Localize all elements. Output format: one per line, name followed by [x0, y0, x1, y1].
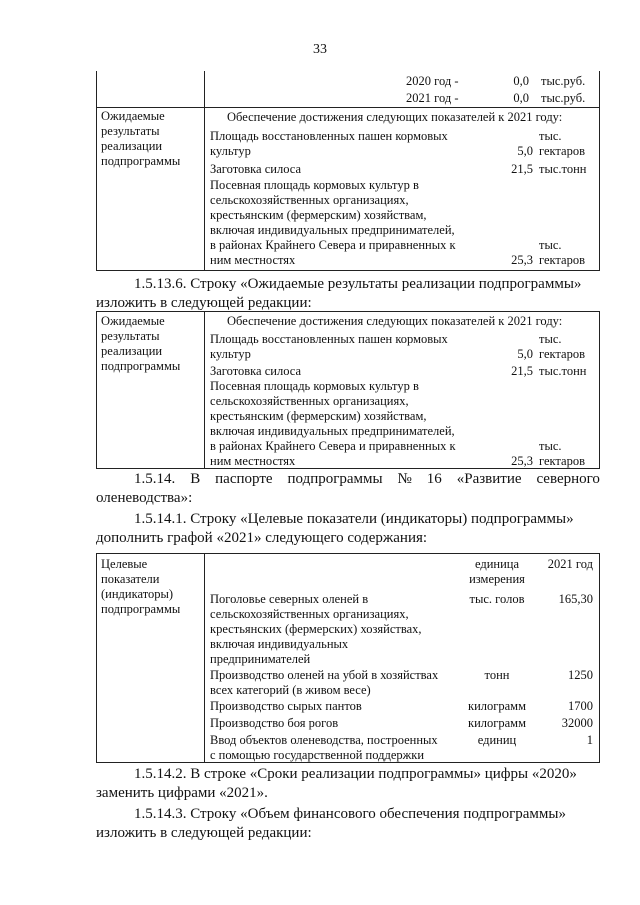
indicator-unit: килограмм: [468, 716, 526, 730]
row-label: Ожидаемые результаты реализации подпрограммы: [101, 109, 181, 168]
financing-value-2020: 0,0: [513, 74, 529, 88]
indicators-header: Обеспечение достижения следующих показателей к 2021 году:: [227, 314, 563, 328]
indicator-unit: тыс. гектаров: [539, 238, 585, 267]
financing-year-2020: 2020 год -: [406, 74, 459, 88]
column-divider: [204, 71, 205, 270]
row-label: Целевые показатели (индикаторы) подпрограммы: [101, 557, 181, 616]
indicator-value: 25,3: [511, 454, 533, 468]
indicator-text: Посевная площадь кормовых культур в сельскохозяйственных организациях, крестьянским (фермерским) хозяйствам, включая индивидуальных предпринимателей, в районах Крайнего Севера и приравненных к ним местностях: [210, 178, 456, 267]
indicator-text: Производство сырых пантов: [210, 699, 362, 713]
paragraph-1-5-14-1: 1.5.14.1. Строку «Целевые показатели (индикаторы) подпрограммы» дополнить графой «2021» следующего содержания:: [96, 511, 574, 546]
indicator-value: 165,30: [558, 592, 593, 606]
indicator-text: Поголовье северных оленей в сельскохозяйственных организациях, крестьянских (фермерских) хозяйствах, включая индивидуальных предпринимателей: [210, 592, 422, 666]
financing-year-2021: 2021 год -: [406, 91, 459, 105]
indicator-value: 1700: [568, 699, 593, 713]
indicator-text: Заготовка силоса: [210, 162, 302, 176]
paragraph-1-5-13-6: 1.5.13.6. Строку «Ожидаемые результаты реализации подпрограммы» изложить в следующей редакции:: [96, 276, 582, 311]
indicator-unit: тыс. голов: [469, 592, 525, 606]
indicator-text: Ввод объектов оленеводства, построенных с помощью государственной поддержки: [210, 733, 438, 762]
indicator-value: 5,0: [517, 347, 533, 361]
page-number: 33: [313, 42, 327, 57]
indicator-unit: тыс. гектаров: [539, 439, 585, 468]
paragraph-1-5-14-2: 1.5.14.2. В строке «Сроки реализации подпрограммы» цифры «2020» заменить цифрами «2021».: [96, 766, 577, 801]
paragraph-1-5-14: 1.5.14. В паспорте подпрограммы № 16 «Развитие северного оленеводства»:: [96, 471, 600, 506]
indicator-unit: килограмм: [468, 699, 526, 713]
row-divider: [97, 107, 599, 108]
indicator-unit: тыс. гектаров: [539, 129, 585, 158]
indicator-text: Производство оленей на убой в хозяйствах всех категорий (в живом весе): [210, 668, 439, 697]
indicator-text: Посевная площадь кормовых культур в сельскохозяйственных организациях, крестьянским (фермерским) хозяйствам, включая индивидуальных предпринимателей, в районах Крайнего Севера и приравненных к ним местностях: [210, 379, 456, 468]
financing-unit-2021: тыс.руб.: [541, 91, 586, 105]
indicator-value: 1: [586, 733, 593, 747]
column-header-unit: единица измерения: [469, 557, 525, 586]
column-divider: [204, 554, 205, 762]
indicator-unit: тыс.тонн: [539, 162, 587, 176]
indicator-unit: тыс. гектаров: [539, 332, 585, 361]
indicator-text: Заготовка силоса: [210, 364, 302, 378]
indicator-unit: единиц: [477, 733, 517, 747]
indicator-value: 5,0: [517, 144, 533, 158]
indicator-text: Площадь восстановленных пашен кормовых культур: [210, 332, 448, 361]
column-header-2021: 2021 год: [547, 557, 593, 571]
indicator-value: 21,5: [511, 364, 533, 378]
indicator-text: Площадь восстановленных пашен кормовых культур: [210, 129, 448, 158]
indicator-value: 25,3: [511, 253, 533, 267]
indicator-unit: тыс.тонн: [539, 364, 587, 378]
table-target-indicators: [96, 553, 600, 763]
indicator-text: Производство боя рогов: [210, 716, 339, 730]
indicator-value: 21,5: [511, 162, 533, 176]
indicator-unit: тонн: [484, 668, 510, 682]
indicator-value: 32000: [561, 716, 593, 730]
column-divider: [204, 312, 205, 468]
row-label: Ожидаемые результаты реализации подпрограммы: [101, 314, 181, 373]
table-expected-results: [96, 311, 600, 469]
paragraph-1-5-14-3: 1.5.14.3. Строку «Объем финансового обеспечения подпрограммы» изложить в следующей редакции:: [96, 806, 566, 841]
table-financing-continuation: [96, 71, 600, 271]
indicator-value: 1250: [568, 668, 593, 682]
financing-unit-2020: тыс.руб.: [541, 74, 586, 88]
financing-value-2021: 0,0: [513, 91, 529, 105]
indicators-header: Обеспечение достижения следующих показателей к 2021 году:: [227, 110, 563, 124]
